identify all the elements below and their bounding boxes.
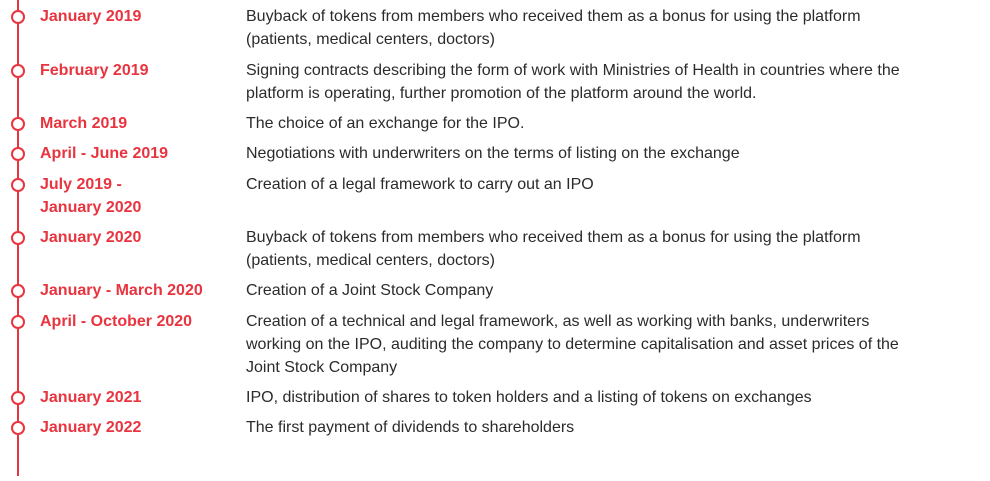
timeline-dot-icon (11, 64, 25, 78)
entry-description: Buyback of tokens from members who received them as a bonus for using the platform (patients, medical centers, doctors) (246, 8, 861, 48)
entry-date: January - March 2020 (40, 282, 203, 299)
entry-description: Creation of a Joint Stock Company (246, 282, 494, 299)
entry-description: Creation of a legal framework to carry out an IPO (246, 176, 594, 193)
entry-date: January 2022 (40, 419, 142, 436)
entry-description: Signing contracts describing the form of work with Ministries of Health in countries where the platform is operating, further promotion of the platform around the world. (246, 62, 900, 102)
entry-date: January 2021 (40, 389, 142, 406)
timeline-dot-icon (11, 147, 25, 161)
entry-date: March 2019 (40, 115, 128, 132)
entry-description: The first payment of dividends to shareholders (246, 419, 575, 436)
entry-date: July 2019 - January 2020 (40, 176, 142, 216)
entry-description: Creation of a technical and legal framework, as well as working with banks, underwriters working on the IPO, auditing the company to determine capitalisation and asset prices of the Joint Stock Company (246, 313, 899, 376)
timeline-dot-icon (11, 10, 25, 24)
timeline-dot-icon (11, 117, 25, 131)
entry-description: Negotiations with underwriters on the terms of listing on the exchange (246, 145, 740, 162)
timeline-dot-icon (11, 178, 25, 192)
entry-date: April - June 2019 (40, 145, 169, 162)
entry-date: January 2020 (40, 229, 142, 246)
timeline-dot-icon (11, 284, 25, 298)
timeline-dot-icon (11, 391, 25, 405)
timeline-dot-icon (11, 315, 25, 329)
entry-description: The choice of an exchange for the IPO. (246, 115, 525, 132)
entry-description: IPO, distribution of shares to token holders and a listing of tokens on exchanges (246, 389, 812, 406)
timeline-dot-icon (11, 231, 25, 245)
entry-date: January 2019 (40, 8, 142, 25)
entry-date: April - October 2020 (40, 313, 193, 330)
entry-date: February 2019 (40, 62, 149, 79)
timeline-dot-icon (11, 421, 25, 435)
entry-description: Buyback of tokens from members who received them as a bonus for using the platform (patients, medical centers, doctors) (246, 229, 861, 269)
